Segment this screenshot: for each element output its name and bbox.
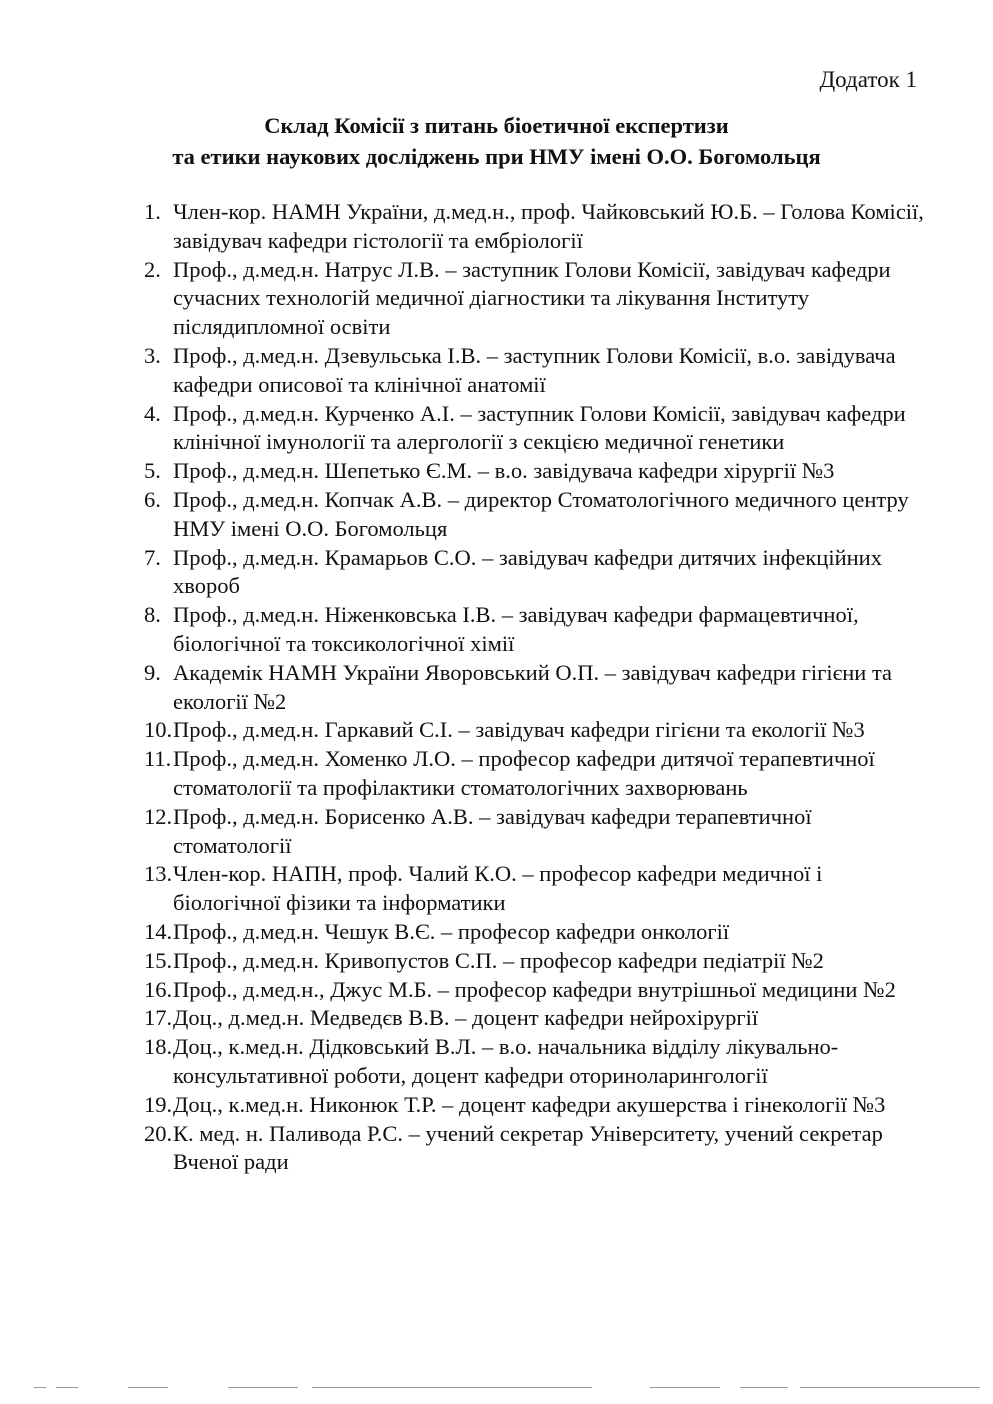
appendix-label: Додаток 1 (819, 67, 917, 92)
item-text: Член-кор. НАМН України, д.мед.н., проф. Чайковський Ю.Б. – Голова Комісії, завідувач кафедри гістології та ембріології (173, 199, 924, 253)
list-item (144, 601, 934, 659)
list-item (144, 400, 934, 458)
list-item (144, 659, 934, 717)
item-text: Проф., д.мед.н. Копчак А.В. – директор Стоматологічного медичного центру НМУ імені О.О. Богомольця (173, 486, 909, 541)
list-item (144, 256, 934, 342)
item-number: 1. (144, 199, 161, 224)
item-number: 19. (144, 1091, 173, 1117)
scan-dash (312, 1387, 592, 1388)
list-item (144, 803, 934, 861)
list-item (144, 342, 934, 400)
item-number: 4. (144, 400, 161, 426)
item-number: 6. (144, 486, 161, 512)
item-text: Проф., д.мед.н. Дзевульська І.В. – заступник Голови Комісії, в.о. завідувача кафедри описової та клінічної анатомії (173, 342, 896, 397)
item-number: 16. (144, 976, 173, 1002)
item-text: Проф., д.мед.н. Гаркавий С.І. – завідувач кафедри гігієни та екології №3 (173, 717, 865, 743)
item-text: Проф., д.мед.н. Шепетько Є.М. – в.о. завідувача кафедри хірургії №3 (173, 458, 835, 484)
item-number: 5. (144, 458, 161, 484)
list-item (144, 198, 934, 256)
item-number: 14. (144, 918, 173, 944)
item-text: Проф., д.мед.н. Чешук В.Є. – професор кафедри онкології (173, 918, 730, 944)
item-number: 13. (144, 861, 173, 887)
list-item (144, 918, 934, 947)
item-text: Проф., д.мед.н. Ніженковська І.В. – завідувач кафедри фармацевтичної, біологічної та токсикологічної хімії (173, 602, 859, 656)
list-item (144, 1033, 934, 1091)
scan-dash (34, 1387, 46, 1388)
item-number: 18. (144, 1034, 173, 1060)
list-item (144, 716, 934, 745)
item-text: Проф., д.мед.н. Курченко А.І. – заступник Голови Комісії, завідувач кафедри клінічної імунології та алергології з секцією медичної генетики (173, 400, 906, 455)
item-number: 11. (144, 746, 172, 772)
item-text: Проф., д.мед.н. Кривопустов С.П. – професор кафедри педіатрії №2 (173, 947, 824, 973)
item-text: Доц., к.мед.н. Никонюк Т.Р. – доцент кафедри акушерства і гінекології №3 (173, 1091, 886, 1117)
list-item (144, 947, 934, 976)
item-number: 7. (144, 544, 161, 570)
item-text: Доц., к.мед.н. Дідковський В.Л. – в.о. начальника відділу лікувально-консультативної роботи, доцент кафедри оториноларингології (173, 1034, 839, 1088)
scan-dash (56, 1387, 78, 1388)
item-number: 9. (144, 659, 161, 685)
list-item (144, 1004, 934, 1033)
item-number: 15. (144, 947, 173, 973)
scan-dash (128, 1387, 168, 1388)
item-number: 20. (144, 1120, 173, 1146)
item-number: 10. (144, 717, 173, 743)
scan-dash (740, 1387, 788, 1388)
scan-dash (650, 1387, 720, 1388)
list-item (144, 1091, 934, 1120)
item-number: 17. (144, 1005, 173, 1031)
document-title (0, 110, 993, 172)
list-item (144, 457, 934, 486)
item-number: 12. (144, 803, 173, 829)
list-item (144, 860, 934, 918)
item-text: Проф., д.мед.н. Борисенко А.В. – завідувач кафедри терапевтичної стоматології (173, 803, 812, 858)
item-text: Проф., д.мед.н. Натрус Л.В. – заступник Голови Комісії, завідувач кафедри сучасних технологій медичної діагностики та лікування Інституту післядипломної освіти (173, 256, 891, 340)
item-text: Проф., д.мед.н. Хоменко Л.О. – професор кафедри дитячої терапевтичної стоматології та профілактики стоматологічних захворювань (173, 746, 875, 800)
list-item (144, 745, 934, 803)
list-item (144, 1120, 934, 1178)
title-line-2: та етики наукових досліджень при НМУ імені О.О. Богомольця (172, 144, 821, 169)
item-text: Академік НАМН України Яворовський О.П. – завідувач кафедри гігієни та екології №2 (173, 659, 893, 714)
item-text: Доц., д.мед.н. Медведєв В.В. – доцент кафедри нейрохірургії (173, 1005, 759, 1031)
item-text: Проф., д.мед.н., Джус М.Б. – професор кафедри внутрішньої медицини №2 (173, 976, 896, 1002)
member-list (144, 198, 934, 1177)
scan-dash (228, 1387, 298, 1388)
scan-dash (800, 1387, 980, 1388)
item-text: К. мед. н. Паливода Р.С. – учений секретар Університету, учений секретар Вченої ради (173, 1120, 883, 1175)
list-item (144, 976, 934, 1005)
scan-artifact-line (0, 1387, 993, 1391)
title-line-1: Склад Комісії з питань біоетичної експертизи (264, 113, 729, 138)
item-number: 2. (144, 256, 161, 282)
item-number: 8. (144, 602, 161, 628)
list-item (144, 544, 934, 602)
item-text: Проф., д.мед.н. Крамарьов С.О. – завідувач кафедри дитячих інфекційних хвороб (173, 544, 882, 599)
item-text: Член-кор. НАПН, проф. Чалий К.О. – професор кафедри медичної і біологічної фізики та інформатики (173, 861, 823, 916)
list-item (144, 486, 934, 544)
item-number: 3. (144, 342, 161, 368)
